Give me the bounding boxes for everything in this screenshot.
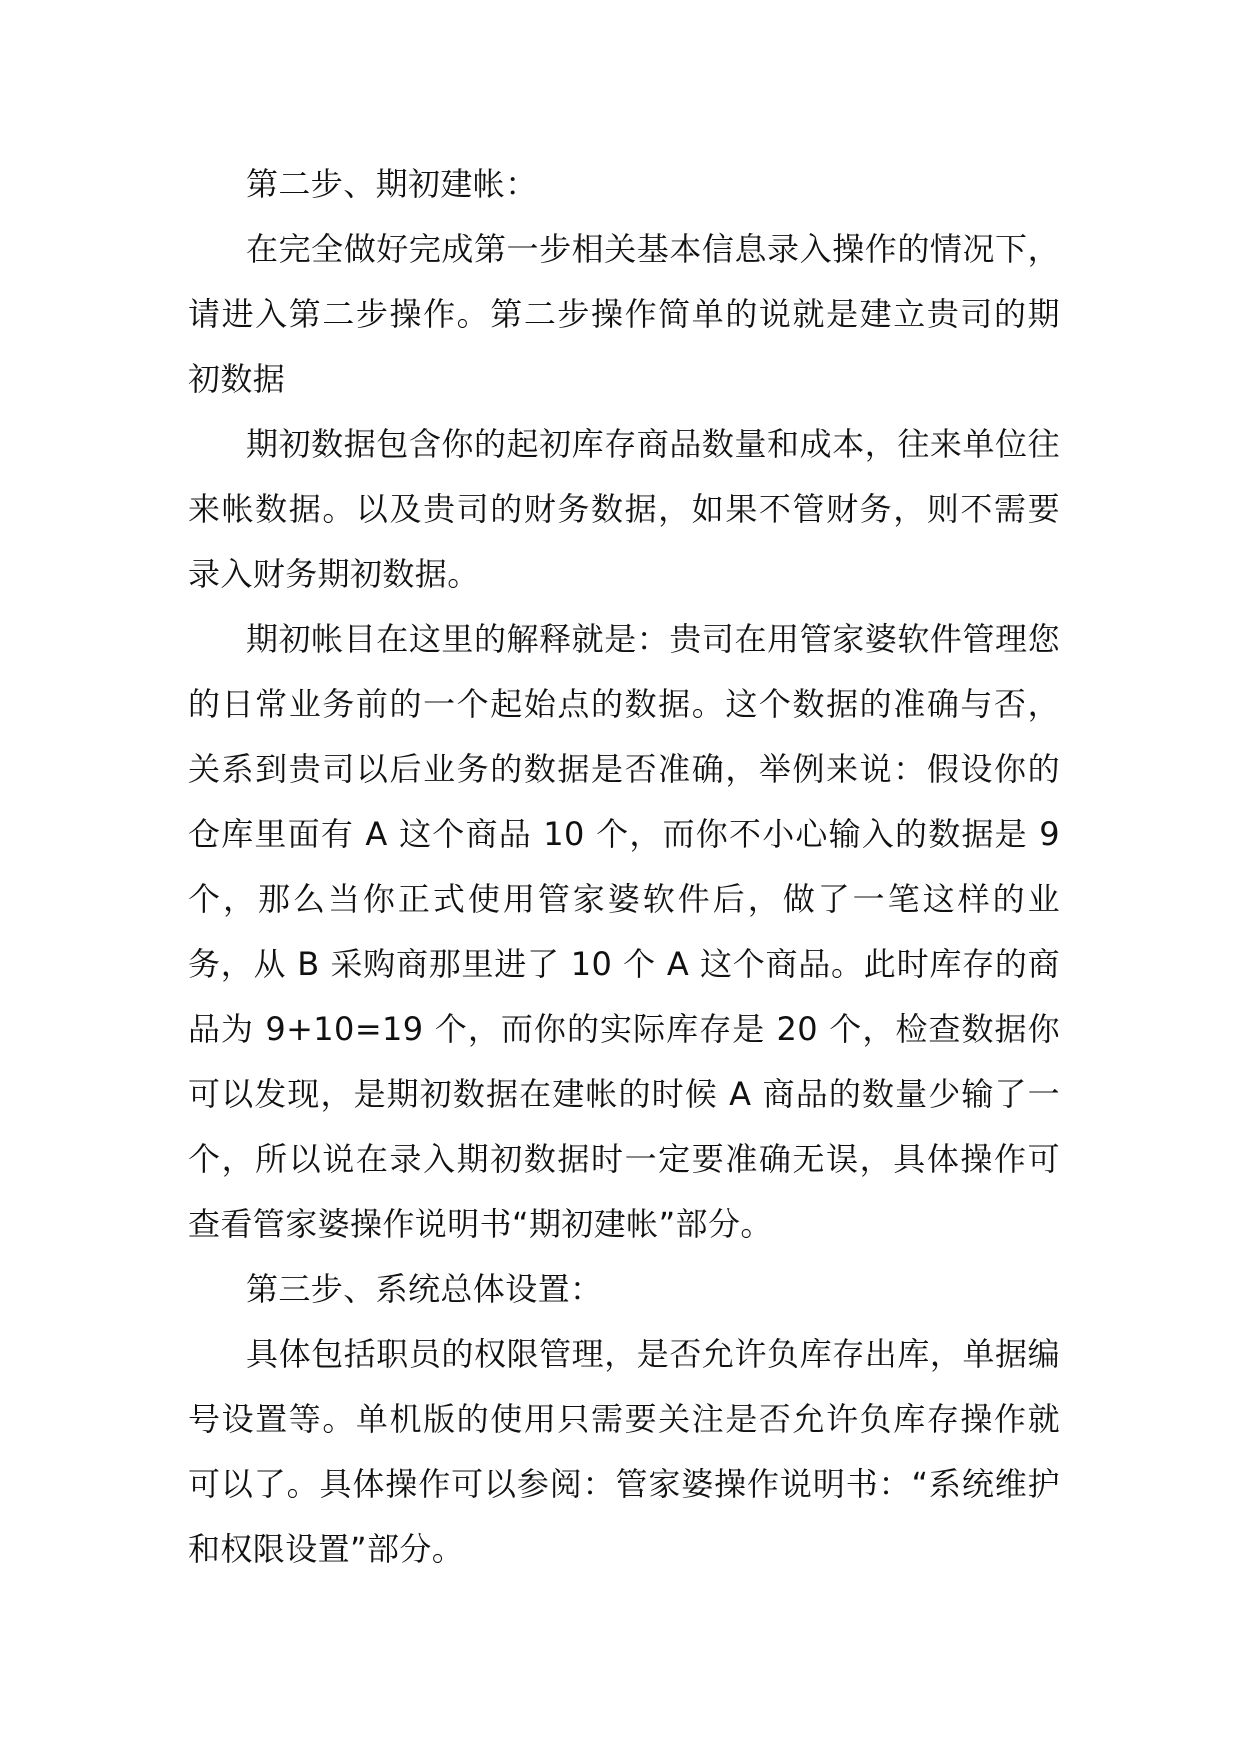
paragraph-opening-data-contents: 期初数据包含你的起初库存商品数量和成本，往来单位往来帐数据。以及贵司的财务数据，如果不管财务，则不需要录入财务期初数据。 [188, 425, 1060, 593]
heading-step-two: 第二步、期初建帐： [246, 165, 538, 203]
heading-step-three: 第三步、系统总体设置： [246, 1270, 603, 1308]
paragraph-opening-accounts-explanation: 期初帐目在这里的解释就是：贵司在用管家婆软件管理您的日常业务前的一个起始点的数据。这个数据的准确与否，关系到贵司以后业务的数据是否准确，举例来说：假设你的仓库里面有 A 这个商品 10 个，而你不小心输入的数据是 9 个，那么当你正式使用管家婆软件后，做了一笔这样的业务，从 B 采购商那里进了 10 个 A 这个商品。此时库存的商品为 9+10=19 个，而你的实际库存是 20 个，检查数据你可以发现，是期初数据在建帐的时候 A 商品的数量少输了一个，所以说在录入期初数据时一定要准确无误，具体操作可查看管家婆操作说明书“期初建帐”部分。 [188, 620, 1060, 1243]
paragraph-system-settings: 具体包括职员的权限管理，是否允许负库存出库，单据编号设置等。单机版的使用只需要关注是否允许负库存操作就可以了。具体操作可以参阅：管家婆操作说明书：“系统维护和权限设置”部分。 [188, 1335, 1060, 1568]
document-page [188, 152, 1060, 1582]
paragraph-step-two-intro: 在完全做好完成第一步相关基本信息录入操作的情况下，请进入第二步操作。第二步操作简单的说就是建立贵司的期初数据 [188, 230, 1060, 398]
